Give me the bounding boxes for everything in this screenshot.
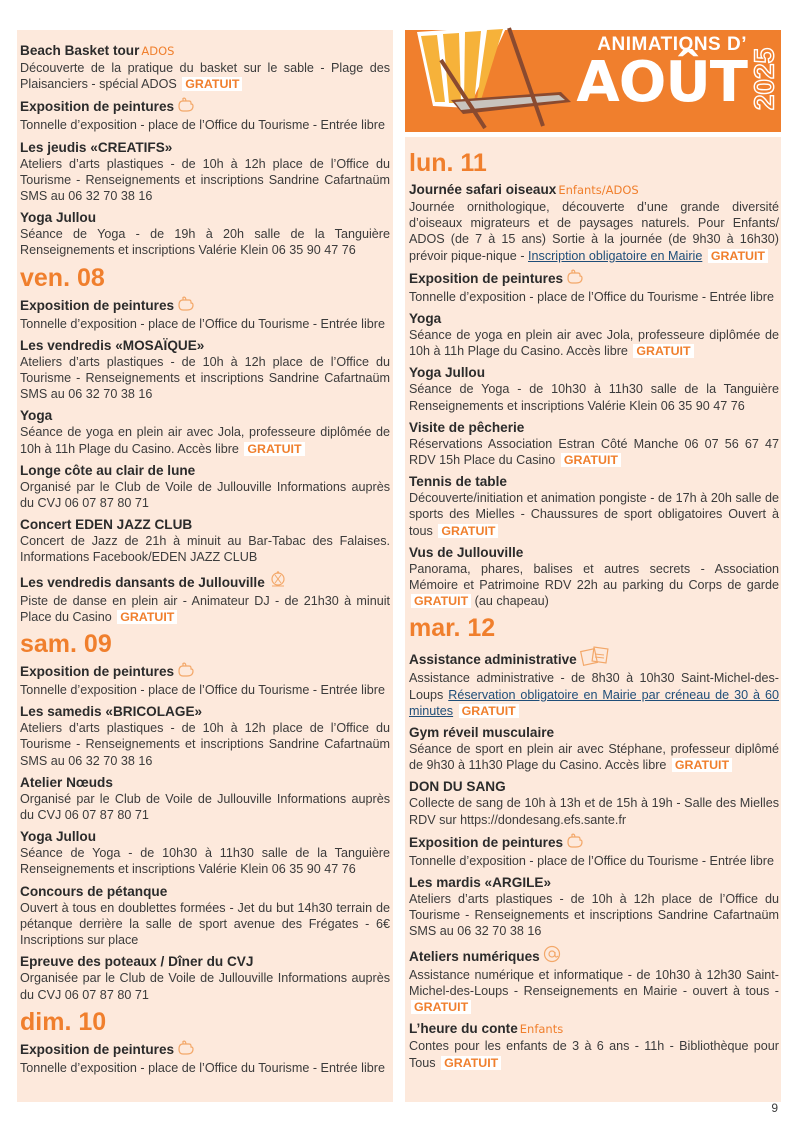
at-icon — [543, 945, 561, 967]
event-title: Longe côte au clair de lune — [20, 462, 196, 478]
event-item — [409, 544, 779, 610]
free-badge: GRATUIT — [561, 453, 621, 467]
event-title: Yoga Jullou — [409, 365, 486, 381]
event-title-line — [20, 462, 390, 479]
event-description: Concert de Jazz de 21h à minuit au Bar-Tabac des Falaises. Informations Facebook/EDEN JAZZ CLUB — [20, 534, 390, 565]
event-description-block — [20, 791, 390, 823]
event-item — [20, 828, 390, 877]
event-description-block — [20, 316, 390, 332]
event-title: Les vendredis dansants de Jullouville — [20, 574, 265, 590]
event-description: Assistance administrative - de 8h30 à 10h30 Saint-Michel-des-Loups — [409, 671, 779, 702]
audience-tag: ADOS — [141, 44, 175, 58]
event-description: Découverte/initiation et animation pongiste - de 17h à 20h salle de sports des Mielles - Chaussures de sport obligatoires Ouvert à tous — [409, 491, 779, 538]
event-title: Exposition de peintures — [409, 270, 564, 286]
event-description: Journée ornithologique, découverte d’une grande diversité d’oiseaux migrateurs et de paysages naturels. Pour Enfants/ ADOS (de 7 à 15 ans) Sortie à la journée (de 9h30 à 16h30) prévoir pique-nique - — [409, 200, 779, 263]
event-item — [409, 778, 779, 827]
event-description: Ateliers d’arts plastiques - de 10h à 12h place de l’Office du Tourisme - Renseignements et inscriptions Sandrine Cafartnaüm SMS au 06 32 70 38 16 — [20, 721, 390, 768]
event-description-block — [20, 424, 390, 456]
event-title: Ateliers numériques — [409, 948, 540, 964]
event-title: Epreuve des poteaux / Dîner du CVJ — [20, 954, 254, 970]
free-badge: GRATUIT — [438, 524, 498, 538]
event-title-line — [409, 269, 779, 289]
event-title-line — [20, 1040, 390, 1060]
event-title-line — [409, 181, 779, 199]
event-link[interactable]: Inscription obligatoire en Mairie — [528, 248, 703, 263]
event-title: Les mardis «ARGILE» — [409, 875, 552, 891]
event-description: Organisé par le Club de Voile de Jullouville Informations auprès du CVJ 06 07 87 80 71 — [20, 791, 390, 823]
event-description-block — [20, 117, 390, 133]
event-description-extra: (au chapeau) — [474, 594, 549, 609]
header-year-text: 2025 — [749, 47, 779, 111]
event-title-line — [20, 139, 390, 156]
event-description-block — [409, 327, 779, 359]
event-item — [20, 703, 390, 769]
event-title-line — [409, 310, 779, 327]
event-description-block — [20, 682, 390, 698]
event-description: Tonnelle d’exposition - place de l’Office du Tourisme - Entrée libre — [20, 316, 385, 331]
event-title-line — [409, 724, 779, 741]
event-description-block — [20, 60, 390, 92]
event-title: Exposition de peintures — [20, 1041, 175, 1057]
event-title-line — [20, 703, 390, 720]
event-description: Séance de Yoga - de 10h30 à 11h30 salle de la Tanguière Renseignements et inscriptions Valérie Klein 06 35 90 47 76 — [409, 382, 779, 413]
event-description-block — [409, 289, 779, 305]
event-title: Les jeudis «CREATIFS» — [20, 139, 173, 155]
free-badge: GRATUIT — [411, 1000, 471, 1014]
event-description-block — [409, 853, 779, 869]
hand-icon — [566, 269, 584, 289]
event-title-line — [409, 778, 779, 795]
free-badge: GRATUIT — [441, 1056, 501, 1070]
event-title: Les samedis «BRICOLAGE» — [20, 704, 203, 720]
event-description-block — [20, 593, 390, 625]
papers-icon — [580, 646, 610, 670]
event-description: Tonnelle d’exposition - place de l’Office du Tourisme - Entrée libre — [20, 1060, 385, 1075]
event-description: Organisée par le Club de Voile de Jullouville Informations auprès du CVJ 06 07 87 80 71 — [20, 971, 390, 1002]
event-description-block — [409, 795, 779, 827]
event-title: Vus de Jullouville — [409, 544, 524, 560]
hand-icon — [177, 662, 195, 682]
event-title: Yoga — [409, 311, 442, 327]
event-item — [20, 462, 390, 511]
event-title-line — [20, 774, 390, 791]
event-item — [409, 473, 779, 539]
header-title-line1: ANIMATIONS D’ — [597, 34, 747, 55]
hand-icon — [177, 1040, 195, 1060]
event-description: Tonnelle d’exposition - place de l’Office du Tourisme - Entrée libre — [20, 118, 385, 133]
event-title: Exposition de peintures — [20, 664, 175, 680]
event-description-block — [409, 967, 779, 1016]
event-description-block — [409, 199, 779, 264]
event-description: Tonnelle d’exposition - place de l’Office du Tourisme - Entrée libre — [409, 853, 774, 868]
event-title-line — [409, 646, 779, 670]
event-title: DON DU SANG — [409, 779, 506, 795]
event-description: Panorama, phares, balises et autres secrets - Association Mémoire et Patrimoine RDV 22h au parking du Corps de garde — [409, 561, 779, 593]
day-heading: lun. 11 — [409, 149, 487, 177]
event-description: Piste de danse en plein air - Animateur DJ - de 21h30 à minuit Place du Casino — [20, 593, 390, 624]
event-item — [409, 1020, 779, 1070]
event-item — [20, 296, 390, 332]
event-description: Ateliers d’arts plastiques - de 10h à 12h place de l’Office du Tourisme - Renseignements et inscriptions Sandrine Cafartnaüm SMS au 06 32 70 38 16 — [409, 892, 779, 939]
free-badge: GRATUIT — [244, 442, 304, 456]
event-description-block — [20, 354, 390, 403]
event-title-line — [20, 828, 390, 845]
free-badge: GRATUIT — [117, 610, 177, 624]
event-title-line — [20, 953, 390, 970]
event-title-line — [20, 407, 390, 424]
page-number: 9 — [771, 1101, 778, 1115]
event-description: Assistance numérique et informatique - de 10h30 à 12h30 Saint-Michel-des-Loups - Renseignements en Mairie - ouvert à tous - — [409, 967, 779, 998]
event-title-line — [20, 883, 390, 900]
event-title-line — [20, 209, 390, 226]
event-description-block — [409, 1038, 779, 1070]
event-item — [20, 662, 390, 698]
event-description: Collecte de sang de 10h à 13h et de 15h à 19h - Salle des Mielles RDV sur https://dondesang.efs.sante.fr — [409, 796, 779, 827]
event-description: Découverte de la pratique du basket sur le sable - Plage des Plaisanciers - spécial ADOS — [20, 61, 390, 92]
event-title: Visite de pêcherie — [409, 419, 525, 435]
event-title-line — [20, 662, 390, 682]
free-badge: GRATUIT — [708, 249, 768, 263]
event-title: Exposition de peintures — [20, 99, 175, 115]
event-item — [20, 883, 390, 949]
event-description: Séance de yoga en plein air avec Jola, professeure diplômée de 10h à 11h Plage du Casino. Accès libre — [409, 328, 779, 359]
event-title: Tennis de table — [409, 474, 507, 490]
event-title: Atelier Nœuds — [20, 774, 113, 790]
event-description: Séance de Yoga - de 19h à 20h salle de la Tanguière Renseignements et inscriptions Valérie Klein 06 35 90 47 76 — [20, 227, 390, 258]
header-title-month: AOÛT — [576, 50, 747, 115]
hand-icon — [177, 97, 195, 117]
event-description-block — [20, 845, 390, 877]
event-description: Tonnelle d’exposition - place de l’Office du Tourisme - Entrée libre — [20, 683, 385, 698]
event-title-line — [20, 296, 390, 316]
event-title: Exposition de peintures — [409, 834, 564, 850]
event-title-line — [409, 364, 779, 381]
hand-icon — [177, 296, 195, 316]
event-item — [20, 774, 390, 823]
event-item — [409, 419, 779, 468]
event-title-line — [409, 473, 779, 490]
free-badge: GRATUIT — [411, 594, 471, 608]
event-title: Yoga Jullou — [20, 210, 97, 226]
page-header — [405, 20, 781, 132]
event-description-block — [20, 720, 390, 769]
right-column — [405, 137, 781, 1102]
event-title: Journée safari oiseaux — [409, 182, 557, 197]
day-heading: sam. 09 — [20, 630, 112, 659]
free-badge: GRATUIT — [672, 758, 732, 772]
day-heading: dim. 10 — [20, 1007, 107, 1036]
event-title-line — [409, 833, 779, 853]
event-title-line — [20, 337, 390, 354]
event-description: Séance de Yoga - de 10h30 à 11h30 salle de la Tanguière Renseignements et inscriptions Valérie Klein 06 35 90 47 76 — [20, 846, 390, 877]
audience-tag: Enfants — [519, 1022, 564, 1037]
event-description-block — [20, 226, 390, 258]
event-description: Ateliers d’arts plastiques - de 10h à 12h place de l’Office du Tourisme - Renseignements et inscriptions Sandrine Cafartnaüm SMS au 06 32 70 38 16 — [20, 156, 390, 204]
dance-icon — [268, 571, 288, 593]
event-item — [409, 724, 779, 773]
event-link[interactable]: Réservation obligatoire en Mairie par créneau de 30 à 60 minutes — [409, 687, 779, 718]
event-item — [409, 364, 779, 413]
header-year — [749, 30, 779, 128]
event-title: Les vendredis «MOSAÏQUE» — [20, 337, 205, 353]
event-description: Ateliers d’arts plastiques - de 10h à 12h place de l’Office du Tourisme - Renseignements et inscriptions Sandrine Cafartnaüm SMS au 06 32 70 38 16 — [20, 354, 390, 402]
event-title: Concours de pétanque — [20, 883, 168, 899]
event-title-line — [20, 97, 390, 117]
event-description: Séance de sport en plein air avec Stéphane, professeur diplômé de 9h30 à 11h30 Plage du Casino. Accès libre — [409, 742, 779, 773]
event-description: Organisé par le Club de Voile de Jullouville Informations auprès du CVJ 06 07 87 80 71 — [20, 479, 390, 511]
event-description: Ouvert à tous en doublettes formées - Jet du but 14h30 terrain de pétanque derrière la salle de sport avenue des Frégates - 6€ Inscriptions sur place — [20, 900, 390, 948]
event-title: Gym réveil musculaire — [409, 725, 555, 741]
event-item — [20, 337, 390, 403]
event-title: Beach Basket tour — [20, 43, 140, 58]
event-item — [409, 945, 779, 1016]
event-item — [409, 310, 779, 359]
free-badge: GRATUIT — [459, 704, 519, 718]
event-item — [20, 953, 390, 1002]
hand-icon — [566, 833, 584, 853]
deck-chair-icon — [411, 20, 591, 132]
event-item — [20, 516, 390, 565]
event-title: L’heure du conte — [409, 1021, 518, 1037]
event-description-block — [20, 479, 390, 511]
event-description: Réservations Association Estran Côté Manche 06 07 56 67 47 RDV 15h Place du Casino — [409, 436, 779, 468]
left-column — [17, 30, 393, 1102]
event-title: Concert EDEN JAZZ CLUB — [20, 517, 193, 533]
event-title-line — [409, 945, 779, 967]
event-title: Yoga Jullou — [20, 829, 97, 845]
event-title-line — [20, 516, 390, 533]
event-description-block — [20, 156, 390, 205]
event-description-block — [409, 741, 779, 773]
event-title-line — [20, 571, 390, 593]
free-badge: GRATUIT — [182, 77, 242, 91]
event-title-line — [409, 1020, 779, 1038]
event-title: Assistance administrative — [409, 652, 577, 668]
event-description-block — [409, 561, 779, 610]
event-description: Contes pour les enfants de 3 à 6 ans - 11h - Bibliothèque pour Tous — [409, 1039, 779, 1070]
event-item — [409, 833, 779, 869]
event-title-line — [20, 42, 390, 60]
event-description: Tonnelle d’exposition - place de l’Office du Tourisme - Entrée libre — [409, 289, 774, 304]
day-heading: mar. 12 — [409, 614, 496, 643]
event-item — [20, 1040, 390, 1076]
event-description-block — [409, 891, 779, 940]
event-description-block — [20, 970, 390, 1002]
event-title-line — [409, 419, 779, 436]
day-heading: ven. 08 — [20, 263, 105, 292]
event-item — [409, 181, 779, 264]
event-item — [20, 209, 390, 258]
event-item — [20, 407, 390, 456]
event-description: Séance de yoga en plein air avec Jola, professeure diplômée de 10h à 11h Plage du Casino. Accès libre — [20, 425, 390, 456]
free-badge: GRATUIT — [633, 344, 693, 358]
event-title-line — [409, 544, 779, 561]
event-description-block — [20, 533, 390, 565]
event-description-block — [409, 670, 779, 719]
event-title-line — [409, 874, 779, 891]
event-description-block — [20, 1060, 390, 1076]
event-description-block — [409, 436, 779, 468]
event-item — [20, 139, 390, 205]
audience-tag: Enfants/ADOS — [558, 183, 639, 197]
event-item — [409, 874, 779, 940]
event-item — [20, 42, 390, 92]
event-item — [409, 269, 779, 305]
event-item — [20, 97, 390, 133]
event-title: Exposition de peintures — [20, 297, 175, 313]
event-description-block — [20, 900, 390, 949]
event-title: Yoga — [20, 408, 53, 424]
event-description-block — [409, 490, 779, 539]
event-item — [409, 646, 779, 719]
event-description-block — [409, 381, 779, 413]
event-item — [20, 571, 390, 625]
